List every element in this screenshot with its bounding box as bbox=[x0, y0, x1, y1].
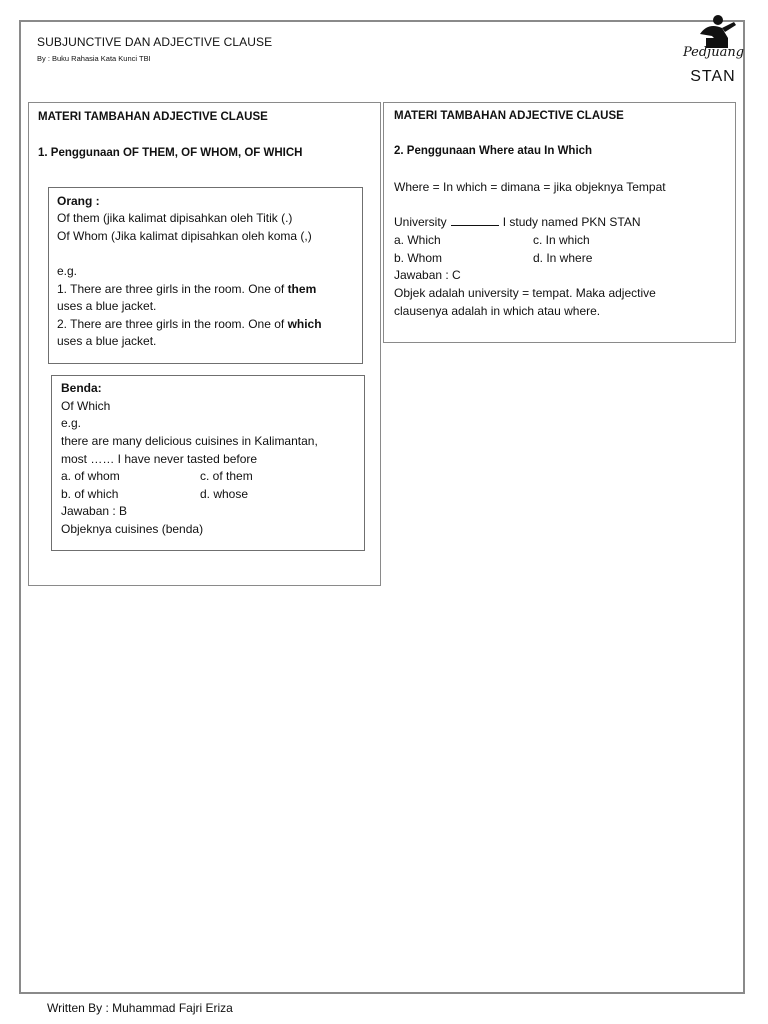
benda-option-a: a. of whom bbox=[61, 469, 120, 483]
right-note-1: Objek adalah university = tempat. Maka adjective bbox=[394, 286, 656, 300]
right-option-d: d. In where bbox=[533, 251, 593, 265]
benda-question-1: there are many delicious cuisines in Kalimantan, bbox=[61, 434, 318, 448]
orang-example-1-text: 1. There are three girls in the room. One of bbox=[57, 282, 288, 296]
orang-example-1-continued: uses a blue jacket. bbox=[57, 299, 157, 313]
orang-example-2-continued: uses a blue jacket. bbox=[57, 334, 157, 348]
pedjuang-stan-logo bbox=[678, 12, 744, 90]
logo-script-text: Pedjuang bbox=[683, 45, 745, 60]
left-panel bbox=[28, 102, 381, 586]
benda-line-1: Of Which bbox=[61, 399, 111, 413]
document-title: SUBJUNCTIVE DAN ADJECTIVE CLAUSE bbox=[37, 35, 273, 49]
benda-note: Objeknya cuisines (benda) bbox=[61, 522, 204, 536]
benda-box bbox=[51, 375, 365, 551]
right-rule: Where = In which = dimana = jika objeknya Tempat bbox=[394, 180, 666, 194]
right-option-c: c. In which bbox=[533, 233, 590, 247]
benda-option-c: c. of them bbox=[200, 469, 253, 483]
right-question bbox=[394, 215, 641, 229]
orang-example-2-bold: which bbox=[287, 317, 322, 331]
benda-answer: Jawaban : B bbox=[61, 504, 128, 518]
orang-example-1-bold: them bbox=[287, 282, 317, 296]
footer-author: Written By : Muhammad Fajri Eriza bbox=[47, 1001, 233, 1015]
benda-eg: e.g. bbox=[61, 416, 82, 430]
benda-option-b: b. of which bbox=[61, 487, 119, 501]
right-panel-subheading: 2. Penggunaan Where atau In Which bbox=[394, 145, 593, 157]
right-question-end: I study named PKN STAN bbox=[502, 215, 641, 229]
document-subtitle: By : Buku Rahasia Kata Kunci TBI bbox=[37, 54, 151, 63]
orang-example-2-text: 2. There are three girls in the room. One of bbox=[57, 317, 288, 331]
orang-line-2: Of Whom (Jika kalimat dipisahkan oleh koma (,) bbox=[57, 229, 312, 243]
benda-title: Benda: bbox=[61, 381, 102, 395]
right-option-b: b. Whom bbox=[394, 251, 443, 265]
benda-option-d: d. whose bbox=[200, 487, 249, 501]
orang-line-1: Of them (jika kalimat dipisahkan oleh Titik (.) bbox=[57, 211, 293, 225]
right-panel-heading: MATERI TAMBAHAN ADJECTIVE CLAUSE bbox=[394, 110, 624, 122]
orang-title: Orang : bbox=[57, 194, 100, 208]
right-option-a: a. Which bbox=[394, 233, 441, 247]
answer-blank bbox=[451, 215, 499, 226]
orang-example-2 bbox=[57, 317, 322, 331]
orang-box bbox=[48, 187, 363, 364]
right-note-2: clausenya adalah in which atau where. bbox=[394, 304, 601, 318]
logo-brand-text: STAN bbox=[690, 68, 736, 85]
right-panel bbox=[383, 102, 736, 343]
orang-example-1 bbox=[57, 282, 316, 296]
left-panel-heading: MATERI TAMBAHAN ADJECTIVE CLAUSE bbox=[38, 111, 268, 123]
right-question-start: University bbox=[394, 215, 447, 229]
left-panel-subheading: 1. Penggunaan OF THEM, OF WHOM, OF WHICH bbox=[38, 147, 303, 159]
right-answer: Jawaban : C bbox=[394, 268, 461, 282]
benda-question-2: most …… I have never tasted before bbox=[61, 452, 258, 466]
orang-eg: e.g. bbox=[57, 264, 78, 278]
